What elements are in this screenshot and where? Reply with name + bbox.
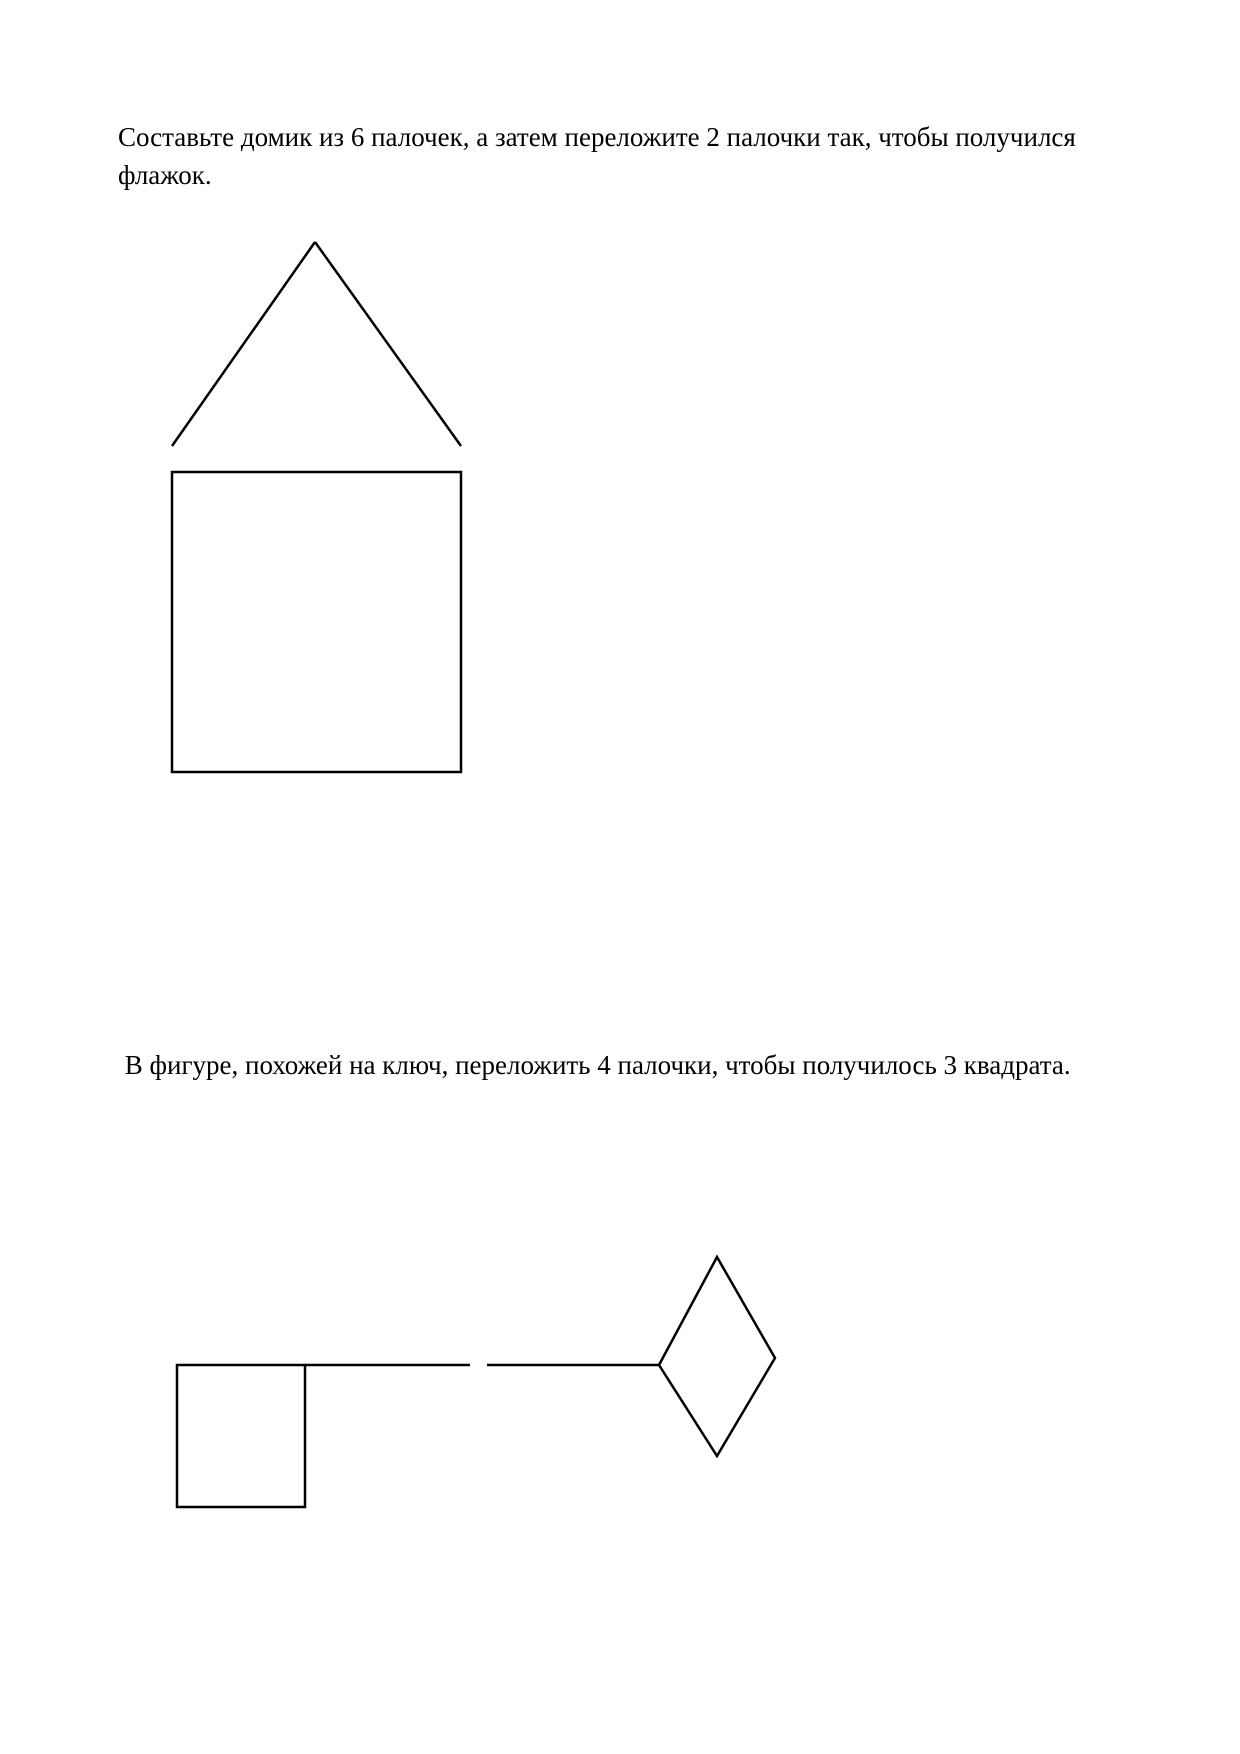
task-2-instruction: В фигуре, похожей на ключ, переложить 4 палочки, чтобы получилось 3 квадрата. (118, 1050, 1071, 1080)
key-small-square (177, 1365, 305, 1507)
task-1-instruction: Составьте домик из 6 палочек, а затем переложите 2 палочки так, чтобы получился флажок. (118, 122, 1083, 190)
key-rhombus-head (659, 1257, 775, 1456)
